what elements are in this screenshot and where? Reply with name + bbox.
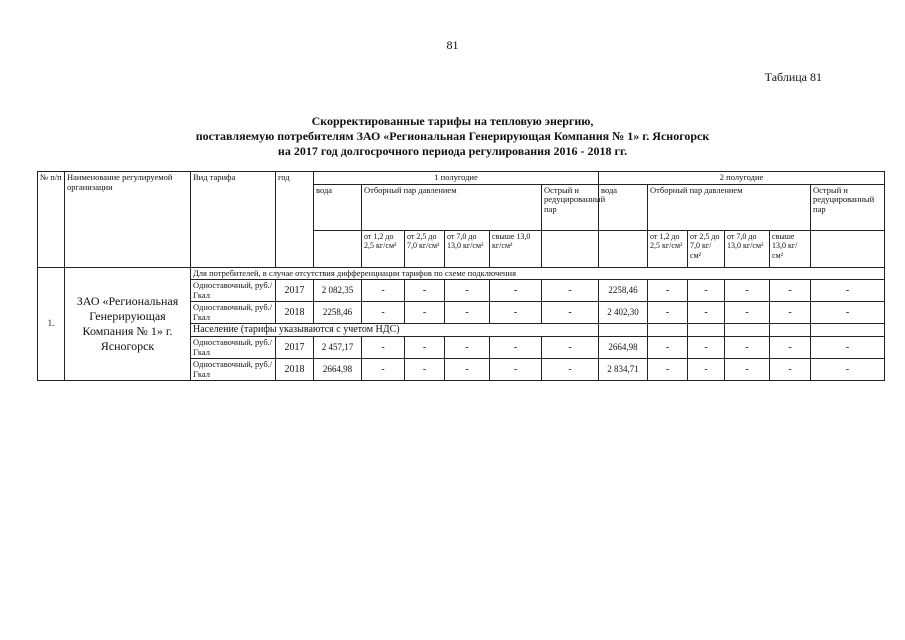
empty-value: - [811,302,885,324]
half1-water-value: 2664,98 [314,359,362,381]
title-line-1: Скорректированные тарифы на тепловую энергию, [311,114,594,128]
tariff-year: 2018 [276,359,314,381]
header-year: год [276,172,314,268]
empty-value: - [725,302,770,324]
header-pressure-2-5-7-0: от 2,5 до 7,0 кг/см² [405,230,445,267]
header-empty-cell [542,230,599,267]
empty-value: - [648,337,688,359]
empty-value: - [770,280,811,302]
tariff-type: Одноставочный, руб./Гкал [191,337,276,359]
empty-value: - [445,337,490,359]
half2-water-value: 2664,98 [599,337,648,359]
header-half-2: 2 полугодие [599,172,885,185]
header-empty-cell [599,230,648,267]
empty-value: - [362,337,405,359]
tariff-type: Одноставочный, руб./Гкал [191,280,276,302]
empty-value: - [648,302,688,324]
header-sharp-1: Острый и редуцированный пар [542,184,599,230]
blank-cell [770,324,811,337]
title-line-3: на 2017 год долгосрочного периода регулирования 2016 - 2018 гг. [277,144,628,158]
empty-value: - [542,280,599,302]
half1-water-value: 2 457,17 [314,337,362,359]
header-water-1: вода [314,184,362,230]
empty-value: - [725,280,770,302]
empty-value: - [725,359,770,381]
empty-value: - [770,337,811,359]
tariff-type: Одноставочный, руб./Гкал [191,302,276,324]
empty-value: - [490,302,542,324]
empty-value: - [648,359,688,381]
empty-value: - [811,280,885,302]
blank-cell [811,324,885,337]
header-steam-1: Отборный пар давлением [362,184,542,230]
empty-value: - [648,280,688,302]
empty-value: - [490,337,542,359]
empty-value: - [490,359,542,381]
blank-cell [688,324,725,337]
empty-value: - [405,337,445,359]
header-org: Наименование регулируемой организации [65,172,191,268]
header-empty-cell [314,230,362,267]
tariff-year: 2018 [276,302,314,324]
tariff-year: 2017 [276,280,314,302]
header-sharp-2: Острый и редуцированный пар [811,184,885,230]
empty-value: - [362,302,405,324]
organization-name: ЗАО «Региональная Генерирующая Компания № 1» г. Ясногорск [65,267,191,381]
table-label: Таблица 81 [764,70,822,84]
tariff-year: 2017 [276,337,314,359]
header-pressure-1-2-2-5: от 1,2 до 2,5 кг/см² [362,230,405,267]
blank-cell [599,324,648,337]
empty-value: - [688,359,725,381]
header-pressure-over-13: свыше 13,0 кг/см² [770,230,811,267]
header-pressure-7-0-13-0: от 7,0 до 13,0 кг/см² [725,230,770,267]
empty-value: - [445,302,490,324]
header-pressure-over-13: свыше 13,0 кг/см² [490,230,542,267]
empty-value: - [542,359,599,381]
empty-value: - [542,337,599,359]
empty-value: - [490,280,542,302]
tariff-table [37,171,885,381]
empty-value: - [362,280,405,302]
title-line-2: поставляемую потребителям ЗАО «Региональная Генерирующая Компания № 1» г. Ясногорск [195,129,710,143]
empty-value: - [688,280,725,302]
header-empty-cell [811,230,885,267]
header-steam-2: Отборный пар давлением [648,184,811,230]
header-num: № п/п [38,172,65,268]
header-half-1: 1 полугодие [314,172,599,185]
empty-value: - [725,337,770,359]
tariff-type: Одноставочный, руб./Гкал [191,359,276,381]
section-all-consumers: Для потребителей, в случае отсутствия дифференциации тарифов по схеме подключения [191,267,885,280]
header-tariff-type: Вид тарифа [191,172,276,268]
empty-value: - [811,337,885,359]
blank-cell [725,324,770,337]
header-water-2: вода [599,184,648,230]
half1-water-value: 2258,46 [314,302,362,324]
header-pressure-2-5-7-0: от 2,5 до 7,0 кг/см² [688,230,725,267]
empty-value: - [362,359,405,381]
empty-value: - [688,337,725,359]
empty-value: - [688,302,725,324]
empty-value: - [405,280,445,302]
half1-water-value: 2 082,35 [314,280,362,302]
empty-value: - [445,280,490,302]
empty-value: - [405,359,445,381]
header-pressure-1-2-2-5: от 1,2 до 2,5 кг/см² [648,230,688,267]
empty-value: - [445,359,490,381]
half2-water-value: 2258,46 [599,280,648,302]
empty-value: - [770,302,811,324]
header-pressure-7-0-13-0: от 7,0 до 13,0 кг/см² [445,230,490,267]
empty-value: - [542,302,599,324]
empty-value: - [770,359,811,381]
empty-value: - [405,302,445,324]
half2-water-value: 2 834,71 [599,359,648,381]
row-number: 1. [38,267,65,381]
half2-water-value: 2 402,30 [599,302,648,324]
blank-cell [648,324,688,337]
document-title [0,114,905,159]
page-number: 81 [446,38,459,52]
section-population: Население (тарифы указываются с учетом НДС) [191,324,599,337]
empty-value: - [811,359,885,381]
